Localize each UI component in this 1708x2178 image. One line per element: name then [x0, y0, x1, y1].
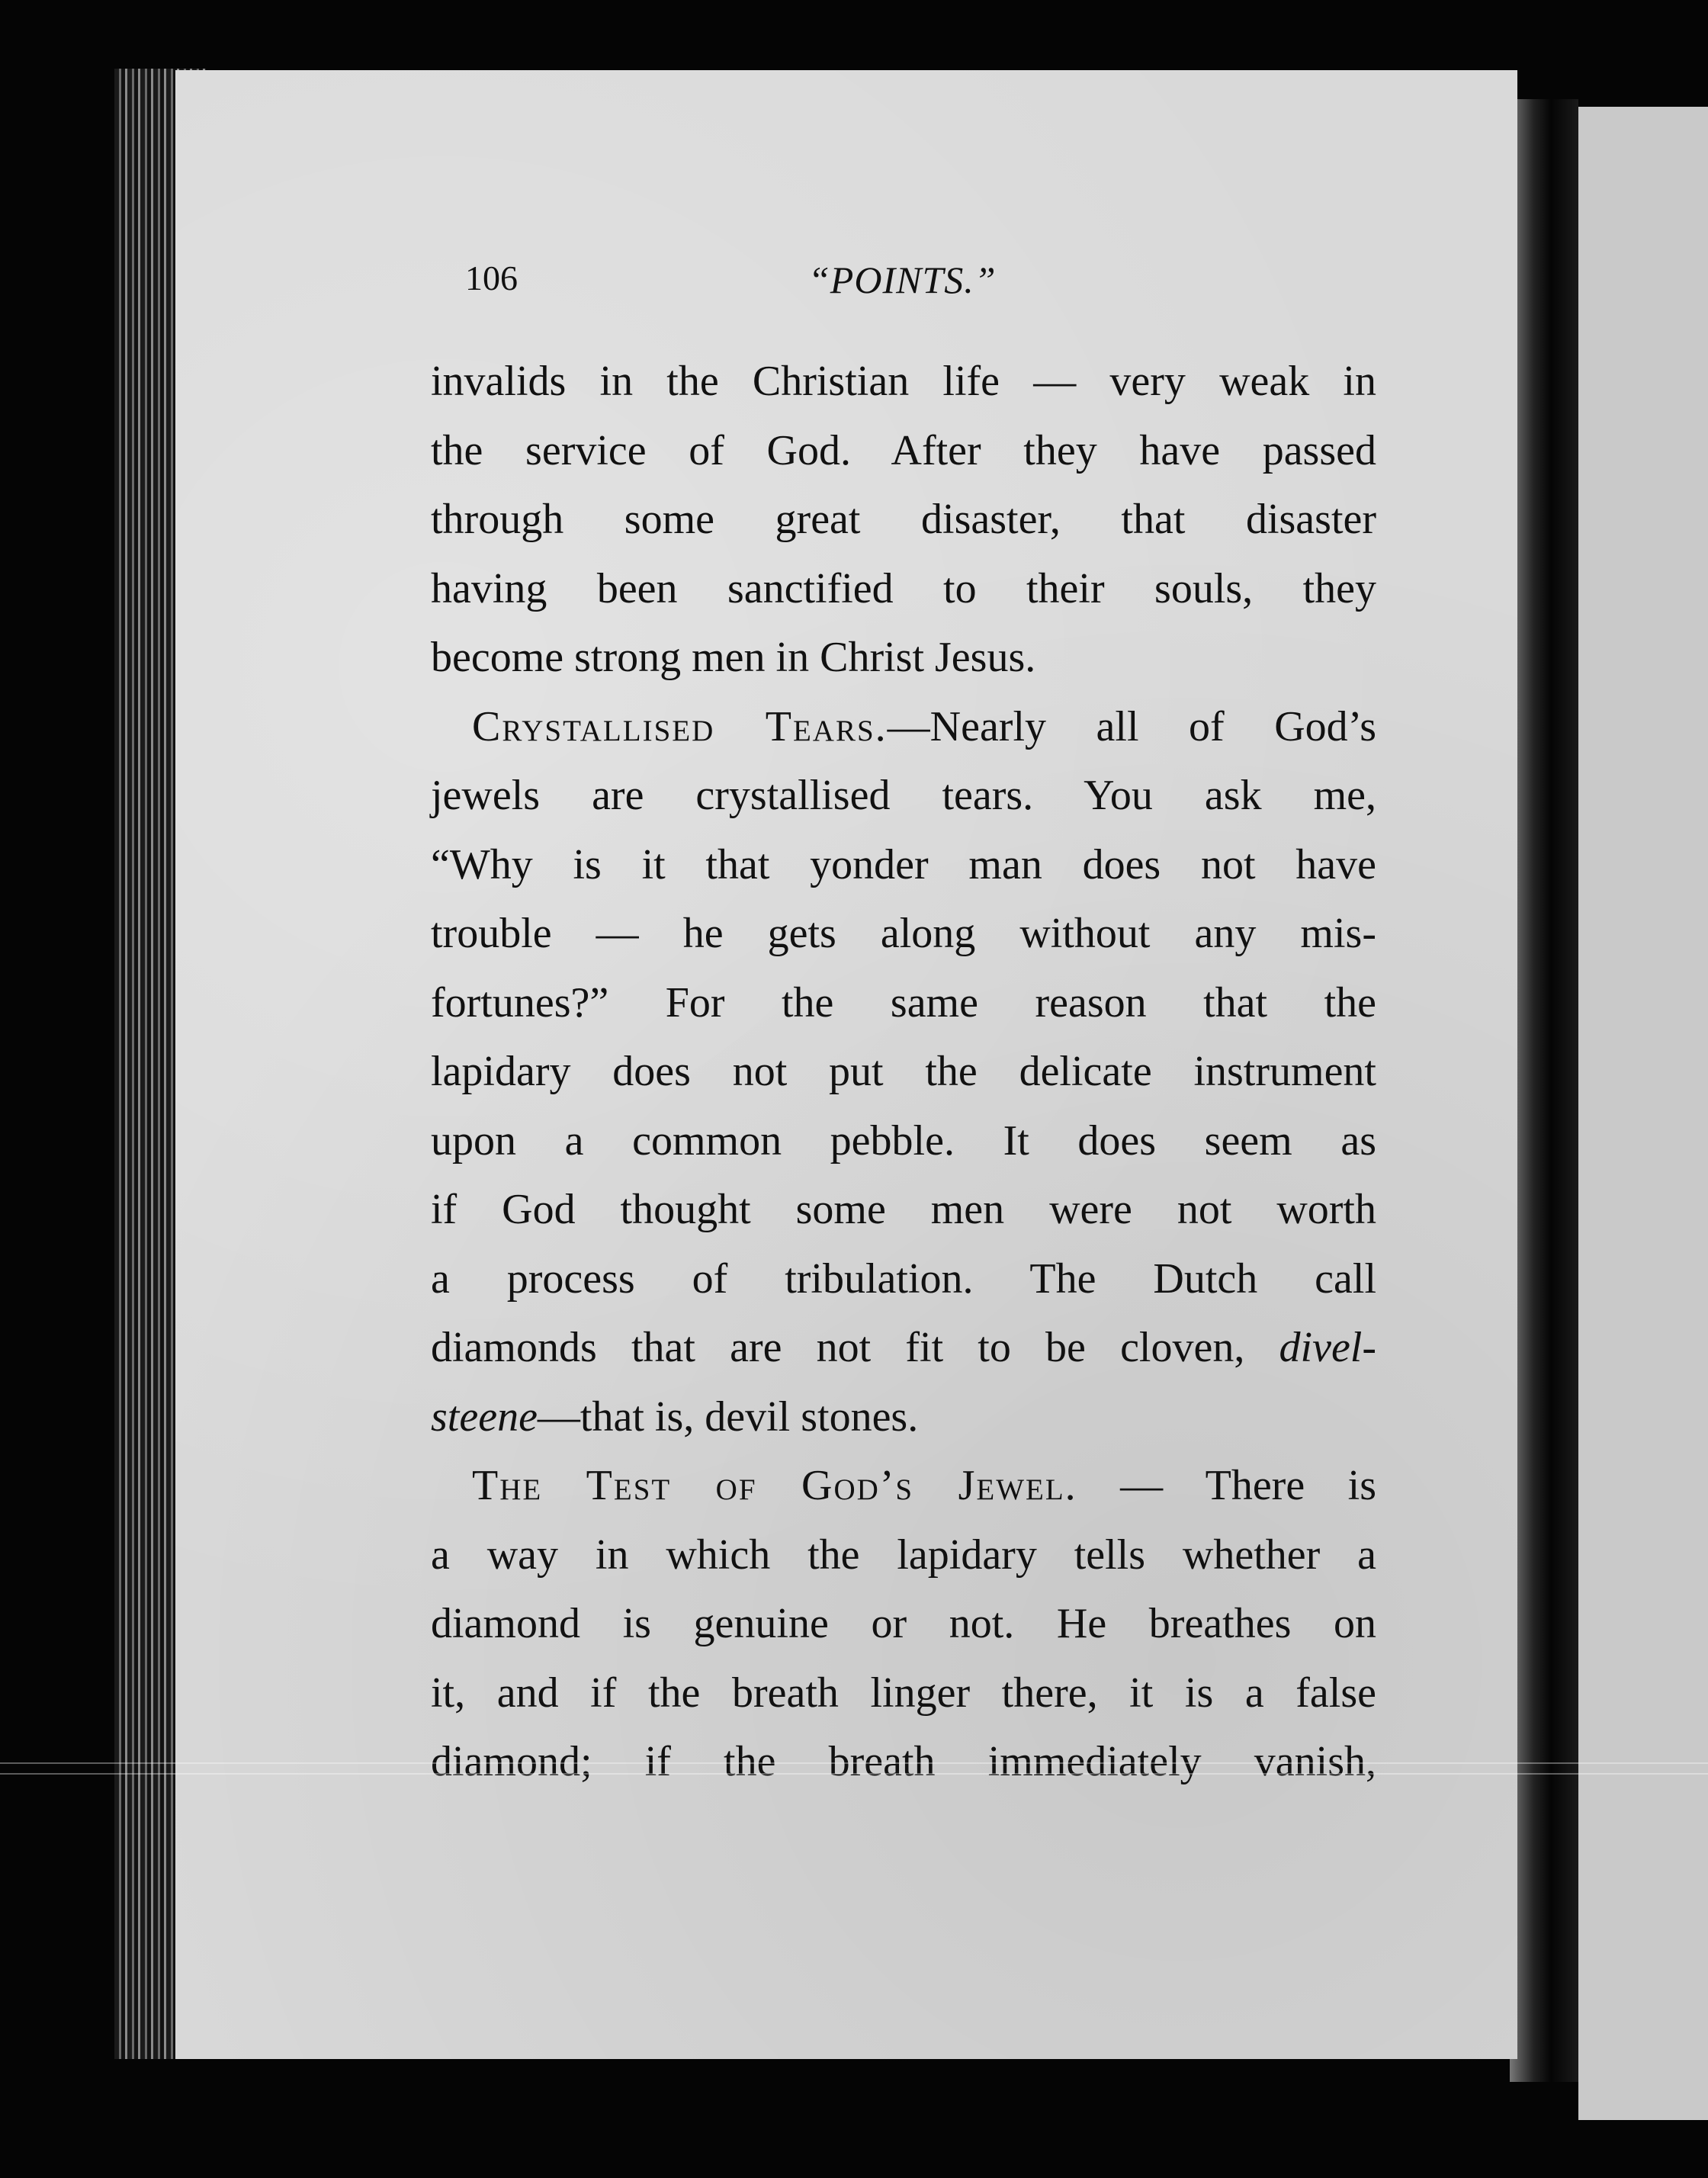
text-line: steene—that is, devil stones.: [431, 1393, 919, 1441]
text-line: it, and if the breath linger there, it is a false: [431, 1669, 1376, 1717]
text-line: lapidary does not put the delicate instrument: [431, 1048, 1376, 1095]
text-line: having been sanctified to their souls, they: [431, 564, 1376, 612]
page-number: 106: [465, 259, 518, 297]
facing-page-edge: [1578, 107, 1708, 2120]
section-heading: Crystallised Tears.: [472, 702, 888, 750]
text-line: fortunes?” For the same reason that the: [431, 978, 1376, 1026]
text-line: if God thought some men were not worth: [431, 1186, 1376, 1233]
text-line: jewels are crystallised tears. You ask me,: [431, 772, 1376, 819]
text-line: trouble — he gets along without any mis-: [431, 910, 1376, 957]
text-line: through some great disaster, that disaster: [431, 496, 1376, 543]
text-line: [431, 1451, 1376, 1521]
scanner-artifact-line: [0, 1762, 1708, 1764]
text-line: a way in which the lapidary tells whether a: [431, 1531, 1376, 1579]
text-line: diamond; if the breath immediately vanish,: [431, 1738, 1376, 1785]
text-fragment: —Nearly all of God’s: [887, 702, 1376, 750]
text-line: invalids in the Christian life — very weak in: [431, 358, 1376, 405]
text-fragment: — There is: [1077, 1462, 1377, 1509]
text-line: become strong men in Christ Jesus.: [431, 634, 1036, 681]
text-fragment: that is, devil stones.: [580, 1393, 919, 1441]
text-line: [431, 692, 1376, 762]
text-line: [431, 1313, 1376, 1383]
text-line: upon a common pebble. It does seem as: [431, 1116, 1376, 1164]
italic-word: steene: [431, 1393, 538, 1441]
scanner-artifact-line: [0, 1773, 1708, 1775]
running-head: “POINTS.”: [808, 259, 997, 301]
body-text: [431, 347, 1376, 1797]
italic-word: divel-: [1279, 1324, 1377, 1371]
text-line: the service of God. After they have passed: [431, 426, 1376, 474]
page-header: [465, 258, 1365, 319]
text-line: “Why is it that yonder man does not have: [431, 840, 1376, 888]
section-heading: The Test of God’s Jewel.: [472, 1462, 1077, 1509]
text-line: a process of tribulation. The Dutch call: [431, 1254, 1376, 1303]
text-line: diamond is genuine or not. He breathes on: [431, 1600, 1376, 1647]
text-fragment: diamonds that are not fit to be cloven,: [431, 1324, 1245, 1371]
book-gutter-shadow: [1510, 99, 1578, 2082]
